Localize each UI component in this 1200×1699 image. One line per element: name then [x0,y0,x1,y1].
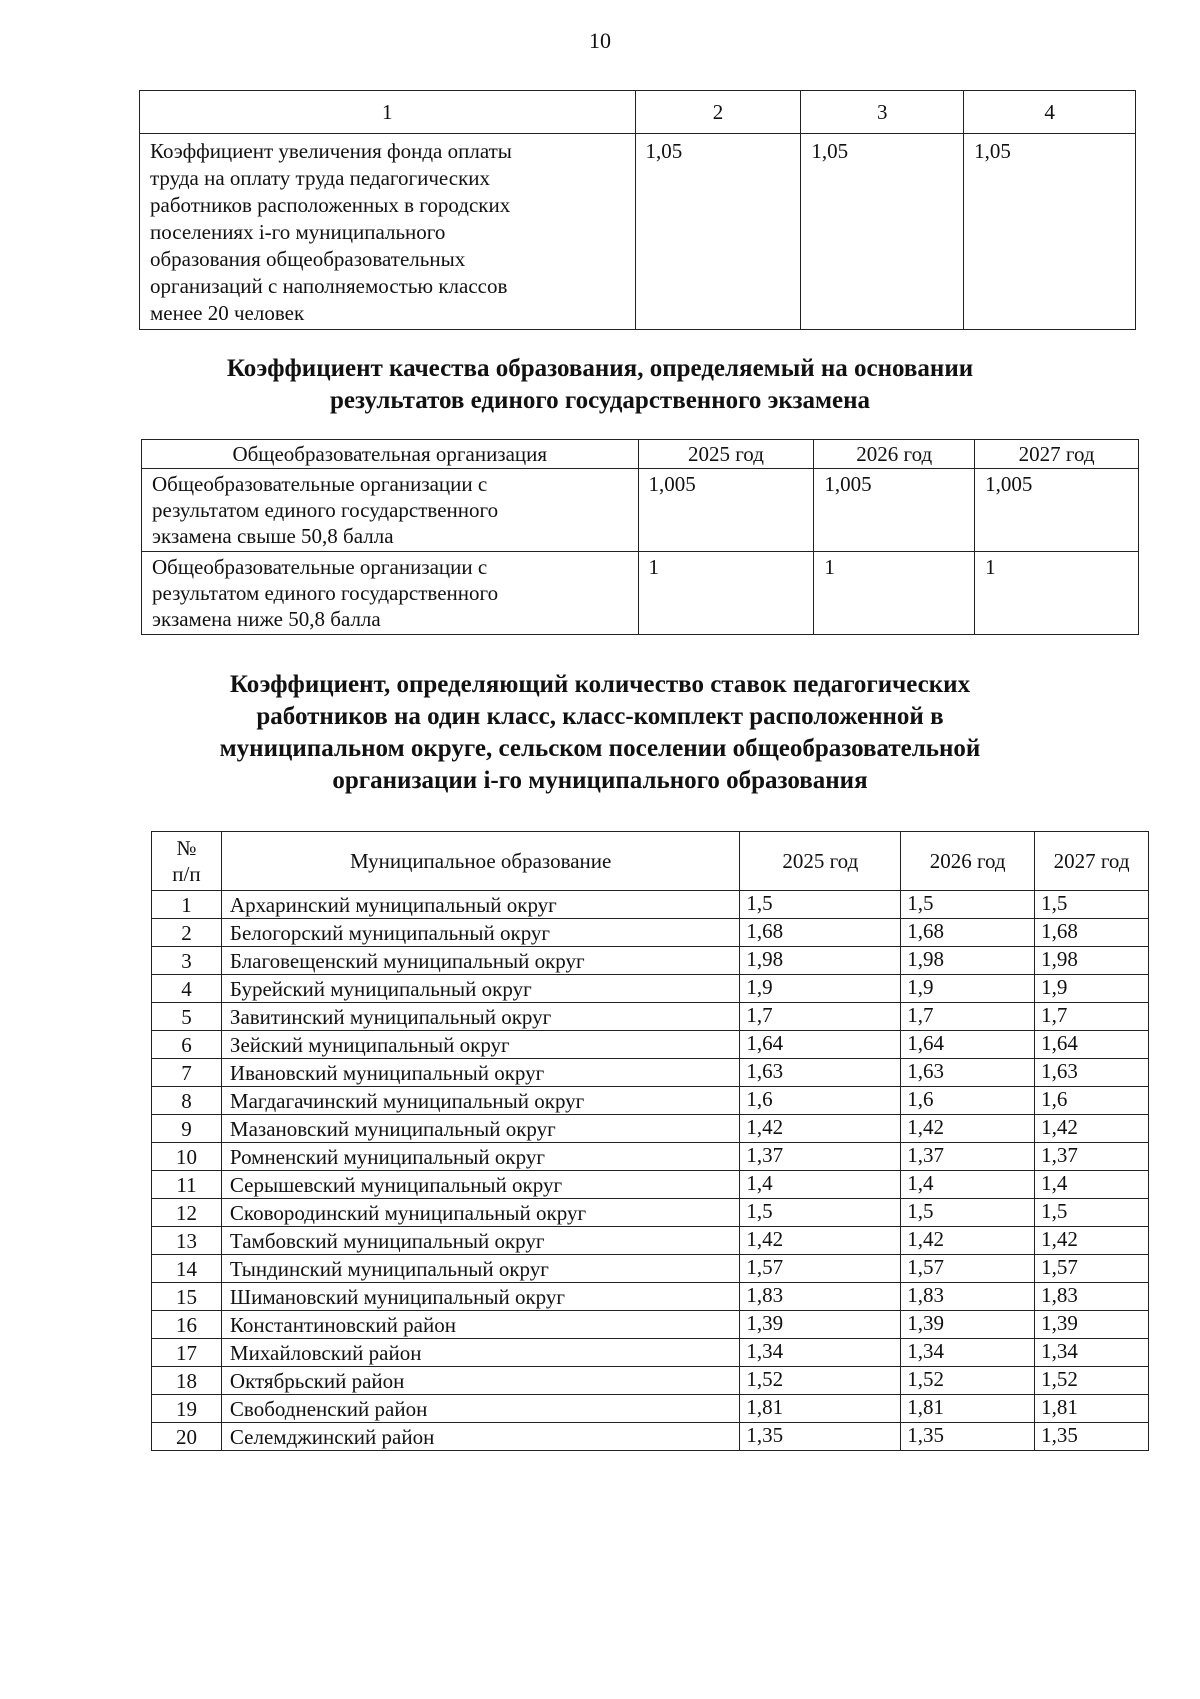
value-cell: 1 [814,552,975,635]
row-number: 13 [152,1227,222,1255]
value-2025: 1,5 [740,1199,901,1227]
label-line: Общеобразовательные организации с [152,472,488,496]
table-row [152,1227,1149,1255]
ege-quality-table [141,439,1139,635]
value-2026: 1,52 [901,1367,1035,1395]
column-number: 2 [635,91,801,134]
value-2026: 1,42 [901,1115,1035,1143]
column-number: 1 [140,91,636,134]
municipality-name: Ромненский муниципальный округ [221,1143,739,1171]
heading-line: работников на один класс, класс-комплект расположенной в [256,703,944,730]
municipality-name: Тындинский муниципальный округ [221,1255,739,1283]
municipality-name: Серышевский муниципальный округ [221,1171,739,1199]
value-2026: 1,37 [901,1143,1035,1171]
value-cell: 1 [638,552,814,635]
table-row [152,1003,1149,1031]
header-cell-2027: 2027 год [1035,832,1149,891]
value-cell: 1,005 [638,469,814,552]
column-number: 3 [801,91,964,134]
table-row [152,1143,1149,1171]
value-2027: 1,39 [1035,1311,1149,1339]
value-2027: 1,98 [1035,947,1149,975]
municipality-name: Константиновский район [221,1311,739,1339]
value-2027: 1,68 [1035,919,1149,947]
municipality-name: Бурейский муниципальный округ [221,975,739,1003]
value-2027: 1,35 [1035,1423,1149,1451]
value-2026: 1,5 [901,1199,1035,1227]
municipality-name: Ивановский муниципальный округ [221,1059,739,1087]
value-2025: 1,7 [740,1003,901,1031]
row-label [140,134,636,330]
value-2026: 1,5 [901,891,1035,919]
value-2025: 1,64 [740,1031,901,1059]
municipality-name: Белогорский муниципальный округ [221,919,739,947]
label-line: Коэффициент увеличения фонда оплаты [150,139,512,163]
label-line: труда на оплату труда педагогических [150,166,491,190]
row-number: 4 [152,975,222,1003]
value-2025: 1,68 [740,919,901,947]
value-2027: 1,5 [1035,1199,1149,1227]
table-row [152,1087,1149,1115]
value-2027: 1,64 [1035,1031,1149,1059]
row-number: 8 [152,1087,222,1115]
table-row [152,1395,1149,1423]
table-row [152,1339,1149,1367]
municipality-name: Шимановский муниципальный округ [221,1283,739,1311]
value-2025: 1,37 [740,1143,901,1171]
heading-line: организации i-го муниципального образования [332,767,868,794]
row-number: 20 [152,1423,222,1451]
value-cell: 1,05 [964,134,1136,330]
value-2026: 1,57 [901,1255,1035,1283]
row-number: 17 [152,1339,222,1367]
column-number: 4 [964,91,1136,134]
value-2027: 1,83 [1035,1283,1149,1311]
row-number: 12 [152,1199,222,1227]
header-cell: 2026 год [814,440,975,469]
table-row [152,1311,1149,1339]
label-line: образования общеобразовательных [150,247,466,271]
table-row [152,1199,1149,1227]
value-2025: 1,42 [740,1115,901,1143]
fot-coefficient-table [139,90,1136,330]
value-2026: 1,7 [901,1003,1035,1031]
value-2027: 1,4 [1035,1171,1149,1199]
label-line: организаций с наполняемостью классов [150,274,508,298]
municipality-name: Михайловский район [221,1339,739,1367]
municipality-name: Магдагачинский муниципальный округ [221,1087,739,1115]
row-number: 10 [152,1143,222,1171]
value-2027: 1,37 [1035,1143,1149,1171]
municipality-name: Октябрьский район [221,1367,739,1395]
value-2027: 1,42 [1035,1115,1149,1143]
table-row [152,947,1149,975]
value-2027: 1,63 [1035,1059,1149,1087]
label-line: экзамена свыше 50,8 балла [152,524,394,548]
value-2027: 1,52 [1035,1367,1149,1395]
value-2025: 1,39 [740,1311,901,1339]
heading-line: результатов единого государственного экзамена [329,387,871,414]
header-cell-number [152,832,222,891]
row-number: 11 [152,1171,222,1199]
municipality-name: Селемджинский район [221,1423,739,1451]
value-2027: 1,57 [1035,1255,1149,1283]
heading-line: Коэффициент, определяющий количество ставок педагогических [229,671,971,698]
value-cell: 1,05 [635,134,801,330]
page-number: 10 [589,28,611,53]
municipality-name: Мазановский муниципальный округ [221,1115,739,1143]
value-2025: 1,81 [740,1395,901,1423]
row-label [142,469,639,552]
value-2025: 1,63 [740,1059,901,1087]
table-row [152,975,1149,1003]
heading-line: муниципальном округе, сельском поселении общеобразовательной [219,735,981,762]
header-cell-municipality: Муниципальное образование [221,832,739,891]
value-2026: 1,68 [901,919,1035,947]
value-2027: 1,34 [1035,1339,1149,1367]
header-number-symbol: № [176,836,197,860]
value-2026: 1,64 [901,1031,1035,1059]
row-number: 19 [152,1395,222,1423]
row-number: 5 [152,1003,222,1031]
staff-rates-body [152,891,1149,1451]
header-cell-2025: 2025 год [740,832,901,891]
value-2026: 1,81 [901,1395,1035,1423]
value-2025: 1,52 [740,1367,901,1395]
municipality-name: Завитинский муниципальный округ [221,1003,739,1031]
label-line: экзамена ниже 50,8 балла [152,607,381,631]
row-number: 1 [152,891,222,919]
value-2025: 1,9 [740,975,901,1003]
value-2027: 1,42 [1035,1227,1149,1255]
value-cell: 1,005 [975,469,1139,552]
value-2026: 1,35 [901,1423,1035,1451]
staff-rates-table [151,831,1149,1451]
label-line: результатом единого государственного [152,581,499,605]
value-cell: 1,005 [814,469,975,552]
table-row [152,1031,1149,1059]
value-2025: 1,83 [740,1283,901,1311]
label-line: результатом единого государственного [152,498,499,522]
table-row [152,919,1149,947]
row-number: 7 [152,1059,222,1087]
value-2026: 1,39 [901,1311,1035,1339]
label-line: работников расположенных в городских [150,193,511,217]
header-cell-2026: 2026 год [901,832,1035,891]
label-line: менее 20 человек [150,301,305,325]
table-row [152,1059,1149,1087]
section-heading-staff-rates [0,669,1200,797]
table-row [152,1171,1149,1199]
value-2026: 1,6 [901,1087,1035,1115]
value-2025: 1,35 [740,1423,901,1451]
value-2025: 1,6 [740,1087,901,1115]
label-line: поселениях i-го муниципального [150,220,446,244]
header-row [152,832,1149,891]
municipality-name: Архаринский муниципальный округ [221,891,739,919]
table-row [142,469,1139,552]
row-number: 6 [152,1031,222,1059]
table-row [152,1367,1149,1395]
value-2025: 1,42 [740,1227,901,1255]
value-2025: 1,4 [740,1171,901,1199]
value-2026: 1,9 [901,975,1035,1003]
municipality-name: Тамбовский муниципальный округ [221,1227,739,1255]
row-number: 2 [152,919,222,947]
municipality-name: Зейский муниципальный округ [221,1031,739,1059]
value-2027: 1,7 [1035,1003,1149,1031]
municipality-name: Благовещенский муниципальный округ [221,947,739,975]
value-2026: 1,42 [901,1227,1035,1255]
row-number: 16 [152,1311,222,1339]
column-number-row [140,91,1136,134]
municipality-name: Сковородинский муниципальный округ [221,1199,739,1227]
value-2026: 1,63 [901,1059,1035,1087]
table-row [152,1423,1149,1451]
row-label [142,552,639,635]
table-row [140,134,1136,330]
value-2025: 1,57 [740,1255,901,1283]
value-2027: 1,81 [1035,1395,1149,1423]
value-2026: 1,4 [901,1171,1035,1199]
heading-line: Коэффициент качества образования, определяемый на основании [226,355,974,382]
value-2026: 1,34 [901,1339,1035,1367]
row-number: 18 [152,1367,222,1395]
row-number: 9 [152,1115,222,1143]
section-heading-ege [0,353,1200,417]
label-line: Общеобразовательные организации с [152,555,488,579]
value-2027: 1,6 [1035,1087,1149,1115]
value-cell: 1 [975,552,1139,635]
header-row [142,440,1139,469]
table-row [152,891,1149,919]
value-2027: 1,5 [1035,891,1149,919]
municipality-name: Свободненский район [221,1395,739,1423]
header-number-abbr: п/п [172,862,201,886]
table-row [142,552,1139,635]
value-2025: 1,5 [740,891,901,919]
value-2025: 1,98 [740,947,901,975]
value-2025: 1,34 [740,1339,901,1367]
header-cell: 2025 год [638,440,814,469]
table-row [152,1255,1149,1283]
header-cell: 2027 год [975,440,1139,469]
table-row [152,1115,1149,1143]
header-cell: Общеобразовательная организация [142,440,639,469]
value-cell: 1,05 [801,134,964,330]
value-2026: 1,83 [901,1283,1035,1311]
table-row [152,1283,1149,1311]
row-number: 14 [152,1255,222,1283]
value-2026: 1,98 [901,947,1035,975]
row-number: 15 [152,1283,222,1311]
row-number: 3 [152,947,222,975]
value-2027: 1,9 [1035,975,1149,1003]
